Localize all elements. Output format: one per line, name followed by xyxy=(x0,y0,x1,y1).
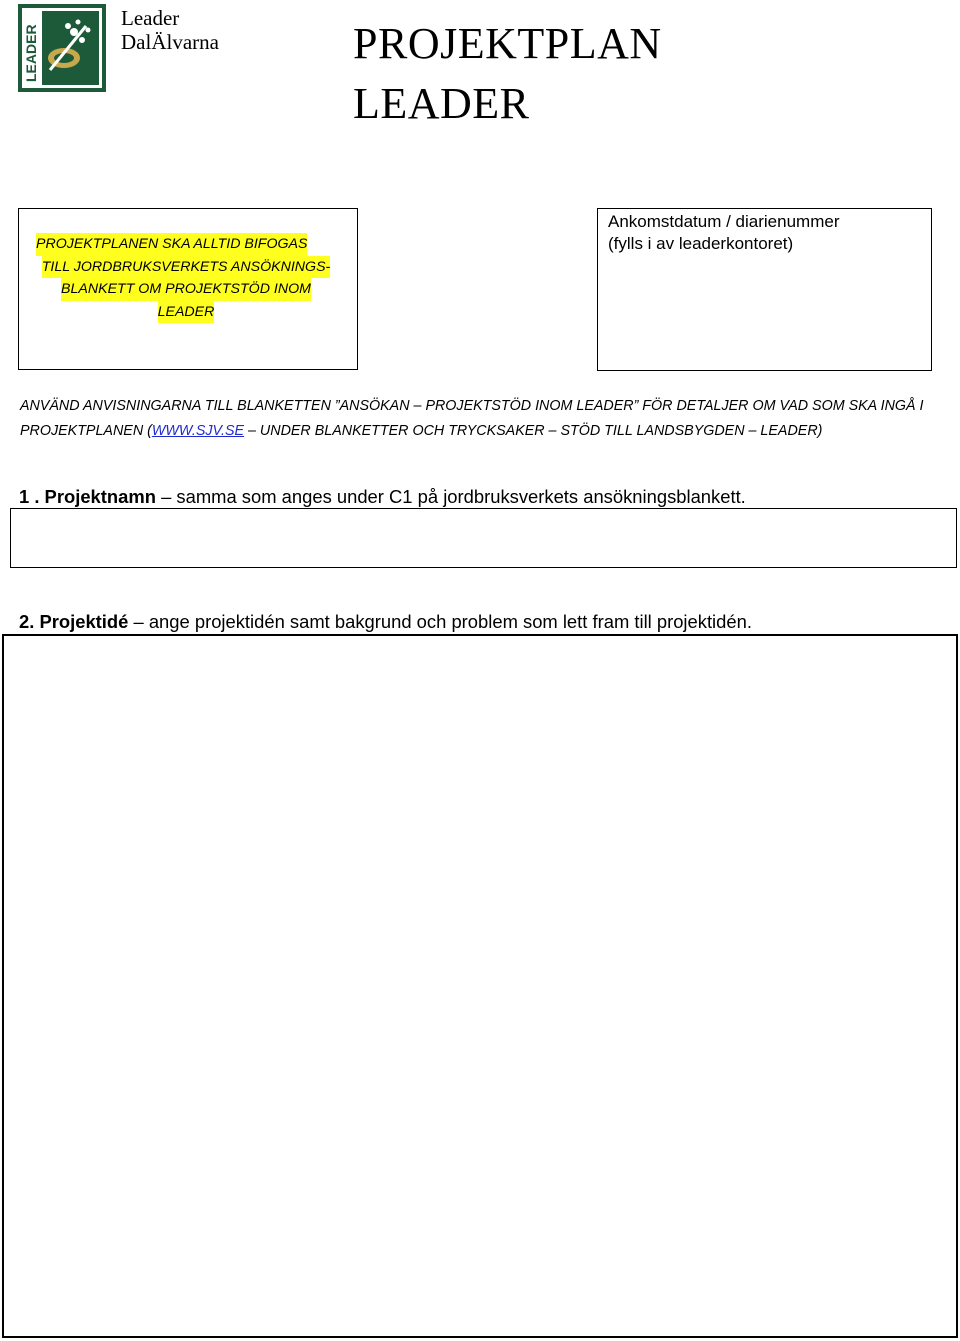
instructions-part2: – UNDER BLANKETTER OCH TRYCKSAKER – STÖD TILL LANDSBYGDEN – LEADER) xyxy=(244,422,823,439)
section1-heading xyxy=(19,485,746,509)
notice-line4: LEADER xyxy=(158,301,215,324)
org-name-line1: Leader xyxy=(121,6,180,30)
instructions-part1: ANVÄND ANVISNINGARNA TILL BLANKETTEN ”ANSÖKAN – PROJEKTSTÖD INOM LEADER” FÖR DETALJER OM VAD SOM SKA INGÅ I PROJEKTPLANEN ( xyxy=(20,398,924,439)
leader-logo-icon xyxy=(18,4,106,92)
section2-heading xyxy=(19,610,752,634)
arrival-label-line2: (fylls i av leaderkontoret) xyxy=(608,234,794,253)
section2-description: – ange projektidén samt bakgrund och problem som lett fram till projektidén. xyxy=(128,611,752,632)
organization-name xyxy=(121,6,219,54)
page-title-line1: PROJEKTPLAN xyxy=(353,19,662,68)
section1-description: – samma som anges under C1 på jordbruksverkets ansökningsblankett. xyxy=(155,486,746,507)
section1-title: 1 . Projektnamn xyxy=(19,486,156,507)
sjv-link[interactable]: WWW.SJV.SE xyxy=(151,422,245,439)
logo-text: LEADER xyxy=(23,24,39,82)
notice-line1: PROJEKTPLANEN SKA ALLTID BIFOGAS xyxy=(36,233,307,256)
section2-title: 2. Projektidé xyxy=(19,611,129,632)
notice-text xyxy=(26,233,346,323)
notice-line2: TILL JORDBRUKSVERKETS ANSÖKNINGS- xyxy=(42,256,331,279)
notice-line3: BLANKETT OM PROJEKTSTÖD INOM xyxy=(61,278,311,301)
arrival-label-line1: Ankomstdatum / diarienummer xyxy=(608,212,840,231)
leader-logo xyxy=(18,4,106,92)
page-title xyxy=(353,14,662,134)
arrival-date-label xyxy=(608,211,839,255)
org-name-line2: DalÄlvarna xyxy=(121,30,219,54)
project-idea-field[interactable] xyxy=(2,634,958,1338)
page-title-line2: LEADER xyxy=(353,79,530,128)
instructions-text xyxy=(20,394,940,443)
project-name-field[interactable] xyxy=(10,508,957,568)
